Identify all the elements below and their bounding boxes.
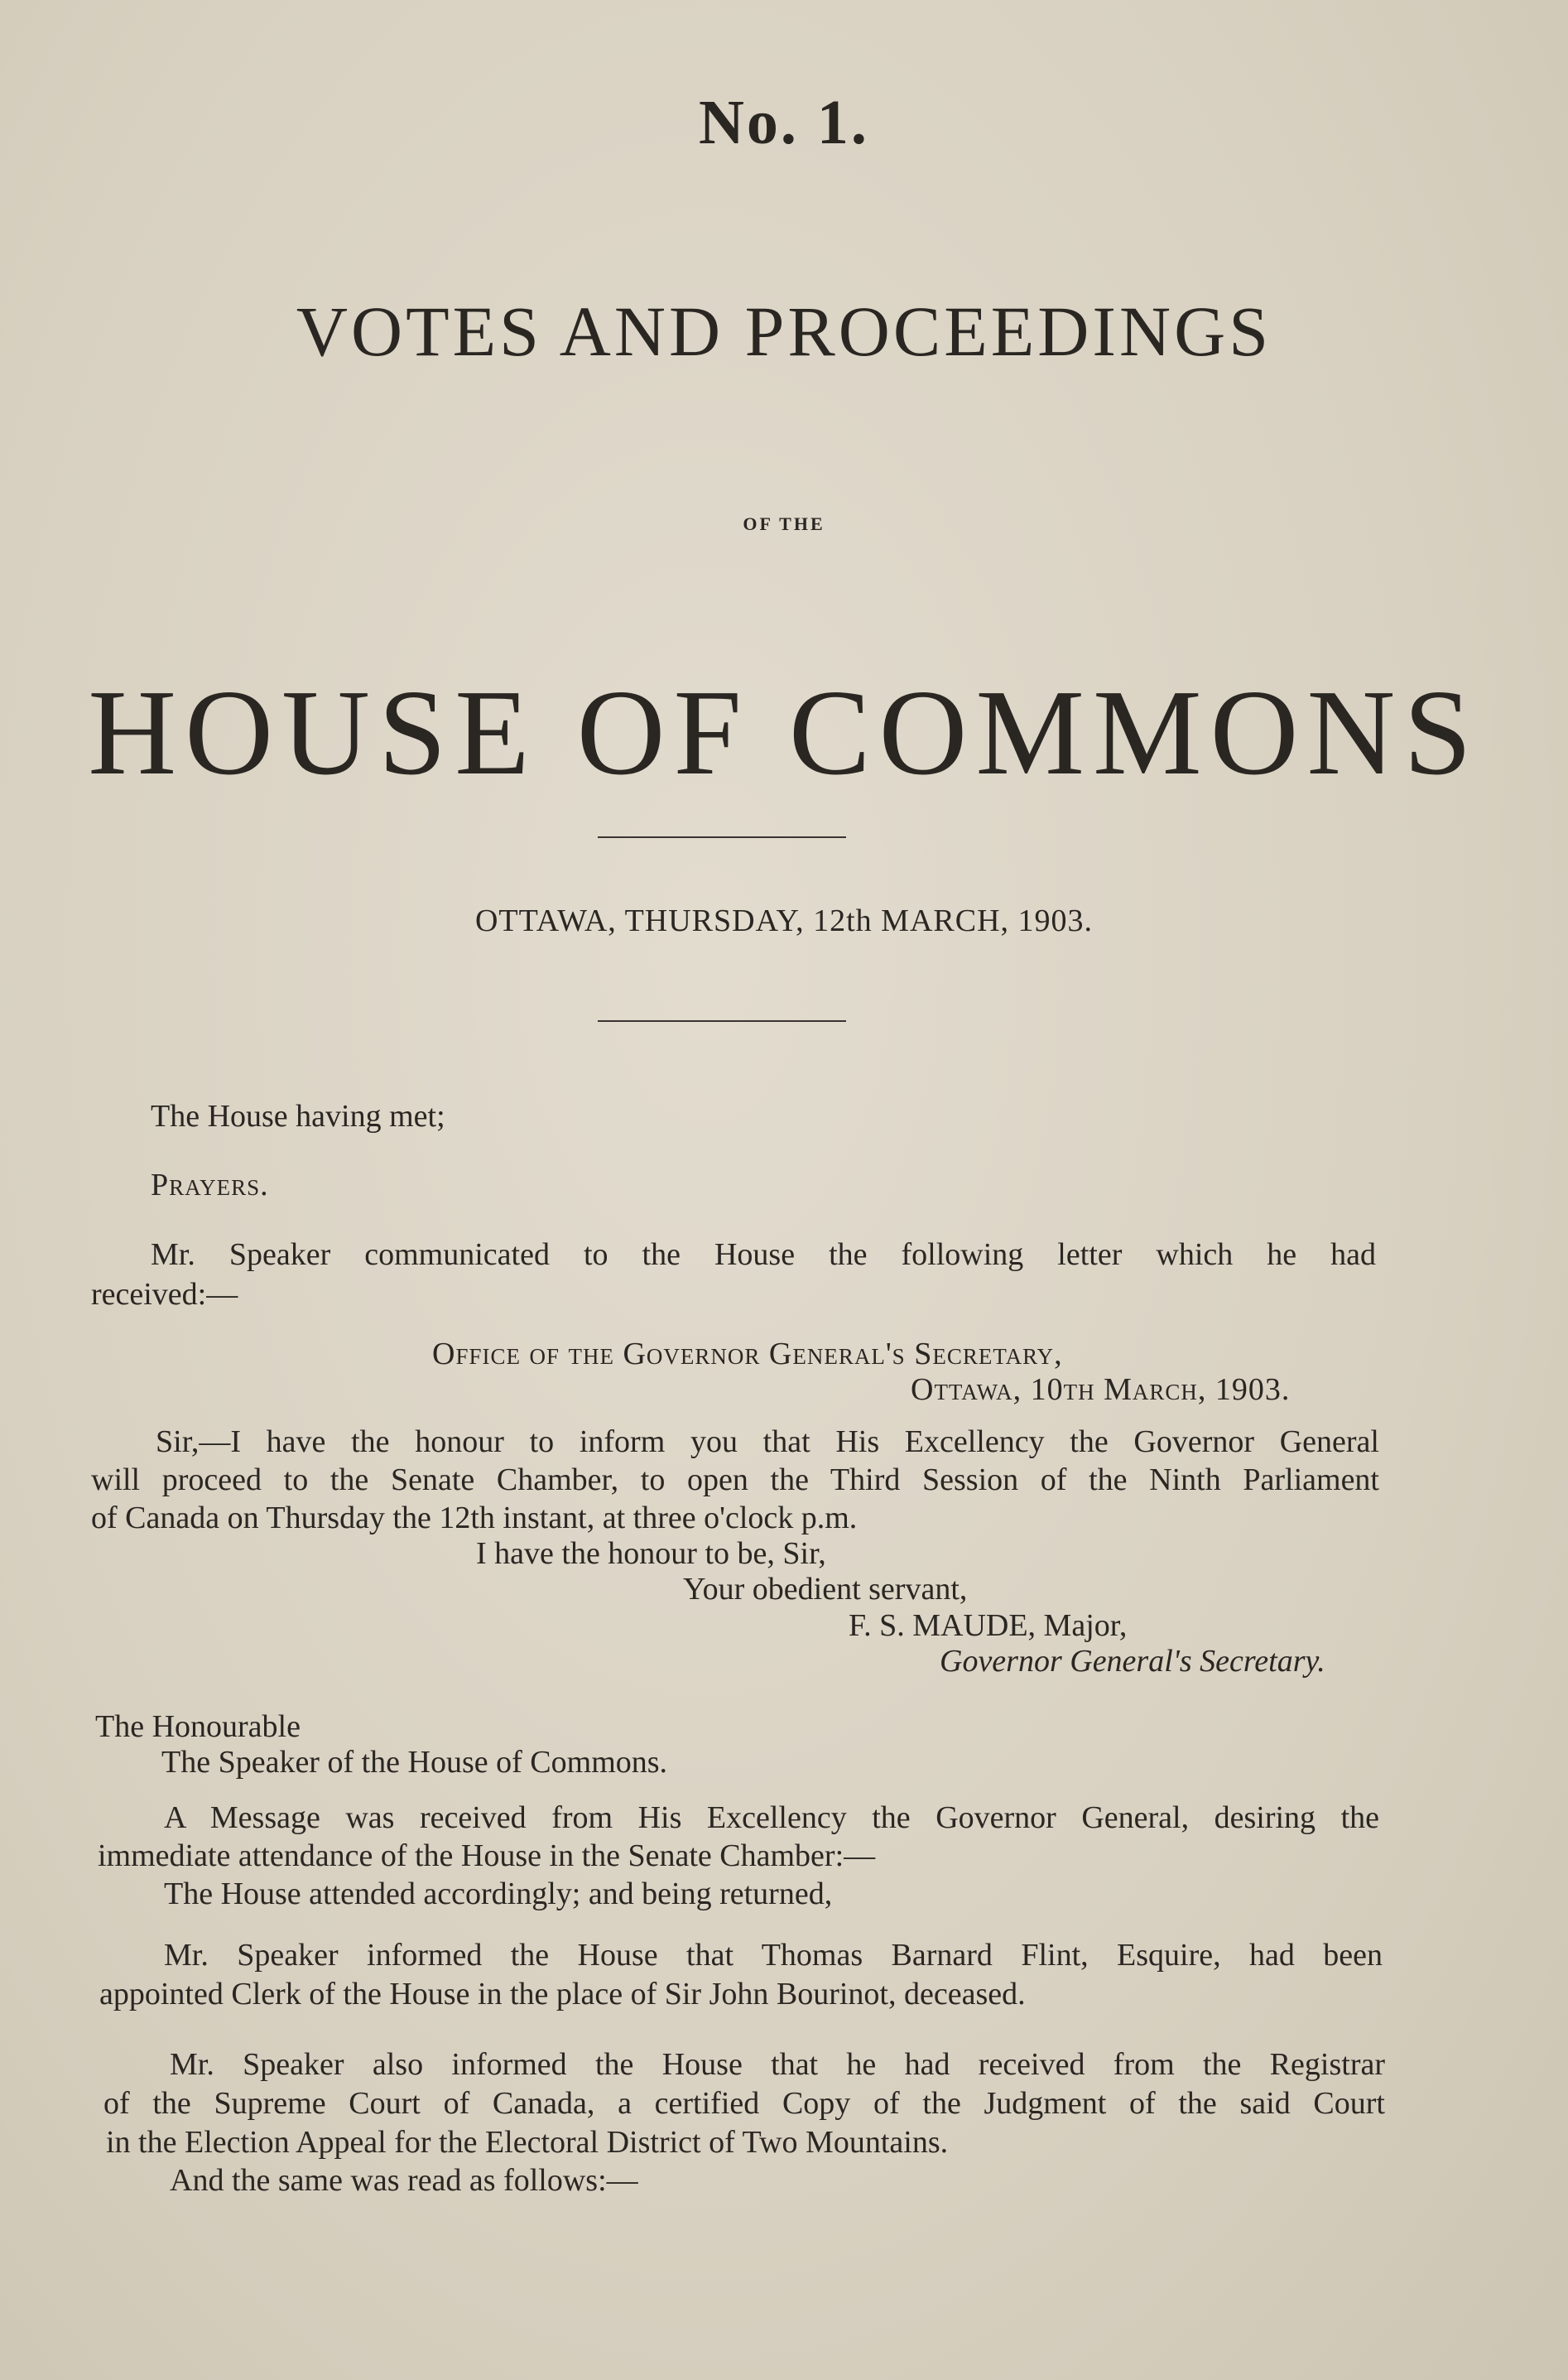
document-number: No. 1. [699,88,869,157]
letter-signature: F. S. MAUDE, Major, [849,1608,1128,1643]
letter-place-date [911,1371,1290,1409]
prayers-heading: Prayers. [151,1168,269,1202]
letter-line2: will proceed to the Senate Chamber, to open the Third Session of the Ninth Parliament [91,1462,1379,1497]
clerk-line1: Mr. Speaker informed the House that Thomas Barnard Flint, Esquire, had been [164,1938,1383,1973]
letter-closing1: I have the honour to be, Sir, [476,1536,826,1571]
letter-office: Office of the Governor General's Secretary, [432,1337,1063,1371]
house-met-text: The House having met; [151,1099,445,1134]
document-title: VOTES AND PROCEEDINGS [296,291,1272,371]
letter-address2: The Speaker of the House of Commons. [161,1745,668,1780]
letter-address1: The Honourable [95,1709,301,1744]
divider-rule [598,836,846,838]
message-line2: immediate attendance of the House in the Senate Chamber:— [98,1838,876,1873]
letter-signature-title: Governor General's Secretary. [940,1644,1325,1679]
letter-place-date-text: Ottawa, 10th March, 1903. [911,1372,1291,1407]
divider-rule [598,1020,846,1022]
registrar-line2: of the Supreme Court of Canada, a certified Copy of the Judgment of the said Court [103,2086,1385,2121]
letter-closing2: Your obedient servant, [683,1572,968,1607]
title-connector: OF THE [743,513,825,534]
clerk-line2: appointed Clerk of the House in the place of Sir John Bourinot, deceased. [99,1977,1026,2011]
speaker-communicated-line2: received:— [91,1277,238,1312]
read-as-follows: And the same was read as follows:— [170,2163,638,2198]
letter-line3: of Canada on Thursday the 12th instant, at three o'clock p.m. [91,1501,858,1535]
registrar-line3: in the Election Appeal for the Electoral District of Two Mountains. [106,2125,949,2160]
message-line1: A Message was received from His Excellency the Governor General, desiring the [164,1800,1379,1835]
house-heading: HOUSE OF COMMONS [88,665,1480,801]
dateline: OTTAWA, THURSDAY, 12th MARCH, 1903. [474,903,1094,938]
speaker-communicated-line1: Mr. Speaker communicated to the House the following letter which he had [151,1237,1376,1272]
letter-line1: Sir,—I have the honour to inform you that His Excellency the Governor General [156,1424,1379,1459]
attended-text: The House attended accordingly; and being returned, [164,1877,833,1911]
registrar-line1: Mr. Speaker also informed the House that he had received from the Registrar [170,2047,1385,2082]
